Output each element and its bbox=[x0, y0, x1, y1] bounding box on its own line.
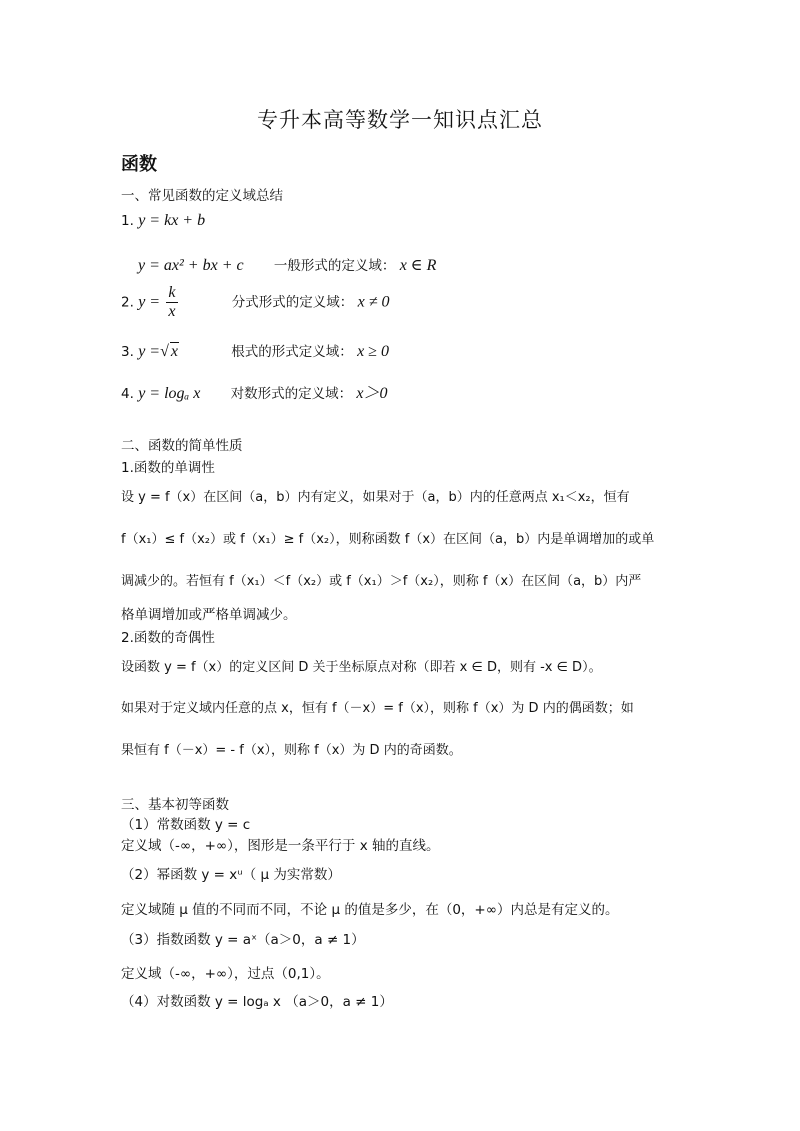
document-title: 专升本高等数学一知识点汇总 bbox=[257, 108, 543, 132]
item4-formula: y = logₐ x bbox=[138, 385, 201, 402]
item1b bbox=[138, 254, 436, 275]
item3-lhs: y = bbox=[138, 343, 161, 360]
section-heading: 函数 bbox=[121, 154, 157, 175]
item4-desc: 对数形式的定义域： bbox=[230, 386, 353, 402]
parity-text-2: 如果对于定义域内任意的点 x，恒有 f（－x）= f（x），则称 f（x）为 D 内的偶函数；如 bbox=[121, 701, 634, 716]
item2-denominator: x bbox=[168, 303, 176, 320]
item3-desc: 根式的形式定义域： bbox=[231, 344, 353, 360]
exponential-function-desc: 定义域（-∞，+∞），过点（0,1）。 bbox=[121, 966, 330, 982]
log-function: （4）对数函数 y = logₐ x （a＞0，a ≠ 1） bbox=[121, 994, 393, 1010]
monotonic-subheading: 1.函数的单调性 bbox=[121, 460, 215, 476]
item1b-desc: 一般形式的定义域： bbox=[273, 258, 396, 274]
item3 bbox=[121, 340, 389, 361]
monotonic-text-1: 设 y = f（x）在区间（a，b）内有定义，如果对于（a，b）内的任意两点 x₁＜x₂，恒有 bbox=[121, 490, 630, 505]
power-function-desc: 定义域随 μ 值的不同而不同，不论 μ 的值是多少，在（0，+∞）内总是有定义的。 bbox=[121, 902, 619, 918]
item3-label: 3. bbox=[121, 344, 134, 360]
power-function: （2）幂函数 y = xᵘ（ μ 为实常数） bbox=[121, 867, 341, 883]
item2-fraction bbox=[166, 284, 177, 321]
sqrt-symbol: √ bbox=[160, 343, 169, 360]
item4 bbox=[121, 380, 388, 403]
part1-heading: 一、常见函数的定义域总结 bbox=[121, 188, 283, 204]
item2-desc: 分式形式的定义域： bbox=[231, 294, 354, 311]
item2-domain: x ≠ 0 bbox=[357, 293, 390, 311]
parity-subheading: 2.函数的奇偶性 bbox=[121, 630, 215, 646]
item4-label: 4. bbox=[121, 386, 134, 402]
constant-function-desc: 定义域（-∞，+∞），图形是一条平行于 x 轴的直线。 bbox=[121, 838, 440, 854]
item3-domain: x ≥ 0 bbox=[357, 343, 389, 360]
monotonic-text-4: 格单调增加或严格单调减少。 bbox=[121, 607, 297, 623]
item2-numerator: k bbox=[168, 284, 176, 301]
item1 bbox=[121, 212, 205, 230]
monotonic-text-2: f（x₁）≤ f（x₂）或 f（x₁）≥ f（x₂），则称函数 f（x）在区间（a，b）内是单调增加的或单 bbox=[121, 532, 655, 547]
item1b-formula: y = ax² + bx + c bbox=[138, 257, 244, 274]
item2-lhs: y = bbox=[138, 293, 161, 311]
parity-text-3: 果恒有 f（－x）= - f（x），则称 f（x）为 D 内的奇函数。 bbox=[121, 743, 462, 758]
item4-domain: x＞0 bbox=[356, 385, 388, 402]
item2 bbox=[121, 284, 389, 321]
item1b-domain: x ∈ R bbox=[399, 257, 437, 274]
exponential-function: （3）指数函数 y = aˣ（a＞0，a ≠ 1） bbox=[121, 932, 365, 948]
item2-label: 2. bbox=[121, 294, 134, 311]
parity-text-1: 设函数 y = f（x）的定义区间 D 关于坐标原点对称（即若 x ∈ D，则有 -x ∈ D）。 bbox=[121, 660, 602, 675]
part3-heading: 三、基本初等函数 bbox=[121, 797, 229, 813]
item1-formula: y = kx + b bbox=[138, 212, 206, 229]
item3-radicand: x bbox=[170, 343, 178, 360]
monotonic-text-3: 调减少的。若恒有 f（x₁）＜f（x₂）或 f（x₁）＞f（x₂），则称 f（x）在区间（a，b）内严 bbox=[121, 574, 642, 589]
part2-heading: 二、函数的简单性质 bbox=[121, 438, 243, 454]
constant-function: （1）常数函数 y = c bbox=[121, 817, 251, 833]
item1-label: 1. bbox=[121, 213, 134, 229]
